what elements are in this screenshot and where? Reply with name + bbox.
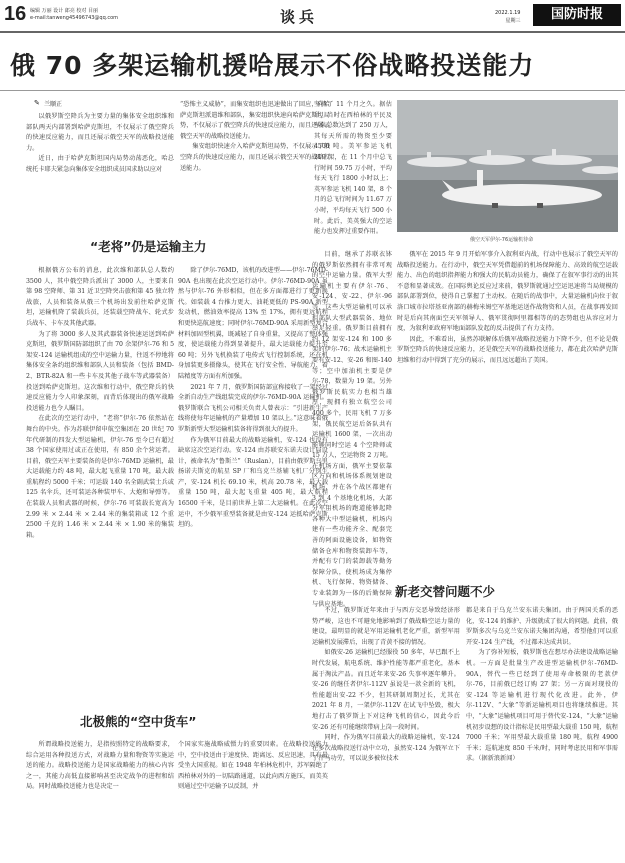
date: 2022.1.19 [495,10,521,16]
author-icon: ✎ [34,99,40,107]
col3-top [314,100,392,238]
col3-bot [312,606,460,765]
paragraph: 俄军在 2015 年 9 月开始军事介入叙利亚内战，行动中也展示了俄空天军的战略投送能力。在行动中，俄空天军凭借超前的机场保障能力、高效的航空运载能力、出色的组织指挥能力和强大的民航动员能力，确保了在叙军事行动的出其不意和显著成效。在国际舆论反应过来前，俄罗斯就通过空运迅速将当局规模的部队部署到位，使得自己掌握了主动权。在随后的战事中，大量运输机向位于叙洛口城市拉塔基亚南部的赫梅米姆空军基地运送作战物资和人员，在战事再发回时是后向其南面空天军领导人、俄军贯彻阿里都相等的的态势组也从容应对力度，为叙利亚政府军地面部队发起的反击提供了有力支持。 [397,251,618,333]
paragraph: “恐怖主义威胁”，而集安组织也迅速做出了回应，向哈萨克斯坦派遣维和部队，集安组织快速向哈萨克斯坦局势，不仅展示了俄空降兵的快速反应能力，而且还展示俄空天军的战略投送能力。 [180,101,330,140]
col2-top [180,100,330,174]
col3-mid [312,250,392,610]
editor-email: e-mail:tanweng45496743@qq.com [30,15,119,21]
col4-mid [397,250,618,367]
paragraph: 在此次的空运行动中，“老将”伊尔-76 依然站在舞台的中央。作为苏联伊留申航空集团在 20 世纪 70 年代研制的四发大型运输机，伊尔-76 至今已有超过 38 个国家使用过或正在使用，有 850 余个营运者。目前，俄空天军主要装备的是伊尔-76MD 运输机，最大运载能力约 48 吨，最大起飞重量 170 吨，最大载重航程约 5000 千米；可运载 140 名全副武装士兵或 125 名伞兵，还可装运各种装甲车、大炮和导弹等。在装载人员和武器的时候，伊尔-76 可装载长宽高为 2.99 米 × 2.44 米 × 2.44 米的集装箱或 12 个重 2500 千克的 1.46 米 × 2.44 米 × 1.90 米的集装箱。 [26,415,174,539]
paragraph: 所谓战略投送能力，是指按照特定的战略要求，综合运用各种投送方式，对战略力量和物资等实施运送的能力。战略投送能力是国家战略能力的核心内容之一，其能力高低直接影响甚至决定战争的进程和结局。同时战略投送能力也是决定一 [26,741,174,791]
col2-mid [178,266,328,531]
header-rule [0,31,625,33]
paragraph: 根据俄方公布的消息，此次维和部队总人数约 3500 人，其中俄空降兵派出了 3000 人，主要来自第 98 空降师、第 31 近卫空降突击旅和第 45 独立特战旅，人员和装备从俄三个机场出发前往哈萨克斯坦，运输机降了装载兵员，还装载空降战车、轮式步兵战车、卡车及其他武器。 [26,267,174,327]
editors-line: 编辑 万丽 设计 郎亮 校对 目丽 [30,8,98,14]
col2-bot [178,740,328,793]
headline-rule [0,90,625,91]
col1-mid [26,266,174,541]
subhead-generational: 新老交替问题不少 [395,584,496,599]
paragraph: 近日，由于哈萨克斯坦国内局势动荡恶化，哈总统托卡耶夫紧急向集体安全组织成员国求助以应对 [26,155,174,173]
paragraph: 不过，俄罗斯近年来由于与西方交恶导致经济形势严峻，这也不可避免地影响到了俄战略空运力量的建设，最明显的就是军用运输机老化严重，新型军用运输机发展滞后，出现了青黄不接的情况。 [312,607,460,646]
paragraph: 个国家实施战略威慑力的重要因素。在战略投送能力中，空中投送由于速度快、距离远、反应迅速，具有最受坐大国重视。如在 1948 年柏林危机中，苏军隔绝了西柏林对外的一切陆路通道，以此向西方施压，而美英则通过空中运输予以反制，并 [178,741,328,791]
paragraph: 目前，继承了苏联衣钵的俄罗斯依然拥有非常可观的空中运输力量。俄军大型运输机主要有伊尔-76、安-124、安-22、伊尔-96 等，这些大型运输机可以承担部队大型武器装备、地位举足轻重。俄罗斯目前拥有约 12 架安-124 和 100 多架的伊尔-76；战术运输机主要有安-12、安-26 和图-140 等；空中加油机主要是伊尔-78，数量为 19 架。另外俄罗斯民航实力也相当雄厚，现拥有独立航空公司 400 多个，民用飞机 7 万多架，俄民航空运后备队共有运输机 1600 架，一次出动能够同时空运 4 个空降师或 15 万人，空运物资 2 万吨。在机场方面，俄军主要依靠区方向和机场体系规划建设机场，并在各个战区都建有 3 到 4 个基地化机场，大部分军用机场的跑道能够起降各种大中型运输机，机场内建有一些功能齐全、配套完善的阿面设施设备，如物资储备仓库和物资装卸车等，并配有专门的装卸载等勤务保障分队，使机场成为集停机、飞行保障、物资储备、专业装卸为一体的后勤保障与供应基地。 [312,251,392,608]
paragraph: 以俄罗斯空降兵为主要力量的集体安全组织维和部队两天内部署到哈萨克斯坦，不仅展示了俄空降兵的快速反应能力，而且还展示俄空天军的战略投送能力。 [26,113,174,152]
section-title: 谈兵 [280,8,319,26]
article-headline: 俄 70 多架运输机援哈展示不俗战略投送能力 [10,51,535,80]
photo-caption: 俄空天军伊尔-76运输机待命 [470,237,534,243]
page-number: 16 [4,3,27,25]
col1-top [26,112,174,176]
author-name: 兰顺正 [44,101,63,108]
paragraph: 如俄安-26 运输机已经服役 50 多年，早已跟不上时代发展，航电系统、维护性能等都严重老化，基本属于淘汰产品。而且近年来安-26 失事率逐年攀升。安-26 的继任者伊尔-112V 虽说是一款全新的飞机，性能超出安-22 不少，但其研制周期过长，尤其在 2021 年 8 月，一架伊尔-112V 在试飞中坠毁，极大地打击了俄罗斯上下对这种飞机的信心，因此今后安-26 还有可能继续带病上岗一段时间。 [312,649,460,731]
newspaper-masthead: 国防时报 [533,4,621,26]
paragraph: 为了弥补短板，俄罗斯也在想尽办法建设战略运输机。一方面是批量生产改进型运输机伊尔-76MD-90A，替代一些已经到了使用寿命极限的老款伊尔-76，目前俄已经订购 27 架；另一方面对现役的安-124 等运输机进行现代化改进。此外，伊尔-112V、“大象”等新运输机项目也将继续推进。其中，“大象”运输机项目可用于替代安-124，“大象”运输机初步设想的设计指标是民用型最大载重 150 吨，航程 7000 千米；军用型最大载重量 180 吨，航程 4900 千米；巡航速度 850 千米/时，同时考虑民用和军事需求。（据新浪新闻） [466,649,618,763]
subhead-old-general: “老将”仍是运输主力 [90,239,207,254]
paragraph: 集安组织快速介入哈萨克斯坦局势，不仅展示了俄空降兵的快速反应能力，而且还展示俄空天军的战略投送能力。 [180,143,330,172]
paragraph: 作为俄军目前最大的战略运输机，安-124 也没有缺席这次空运行动。安-124 由苏联安东诺夫设计局设计，被命名为“鲁斯兰”（Ruslan），目前由俄罗斯乌里扬诺夫斯克的航星 SP 厂和乌克兰基辅飞机厂分别生产，安-124 机长 69.10 米，机高 20.78 米，最大载重量 150 吨，最大起飞重量 405 吨，最大航程 16500 千米，是目前世界上第二大运输机。在此次空运中，不少俄军重型装备就是由安-124 运抵哈萨克斯坦的。 [178,436,328,529]
aircraft-photo [397,100,618,232]
subhead-polar-bear: 北极熊的“空中货车” [80,714,197,729]
paragraph: 同时，作为俄军目前最大的战略运输机，安-124 在多次战略投送行动中立功，虽然安-124 为俄军立下了汗马功劳，可以说多被位技术 [312,734,460,763]
editors-credit [30,8,118,22]
col4-bot [466,606,618,765]
paragraph: 为了将 3000 多人及其武器装备快速运送到哈萨克斯坦，俄罗斯国防部组织了由 70 余架伊尔-76 和 5 架安-124 运输机组成的空中运输力量，往返不停地将集体安全条约组织维和部队人员和装备（包括 BMD-2、BTR-82A 和一些卡车及其他子战车等武器装备）投送到哈萨克斯坦。这次维和行动中，俄空降兵的快速反应能力令人印象深刻，而背后体现出的俄军战略投送能力也令人瞩目。 [26,330,174,412]
paragraph: 都是来自于乌克兰安东诺夫集团。由于两国关系的恶化，安-124 的维护、升级就成了很大的问题。此前，俄罗斯多次与乌克兰安东诺夫集团沟通，希望他们可以重开安-124 生产线，不过都未达成共识。 [466,607,618,646]
publication-date [495,9,520,25]
paragraph: 坚持了 11 个月之久。据估计，当时在西柏林的平民及军队总数达到了 250 万人，其每天所需的物资至少要 4500 吨。美军参运飞机 319 架，在 11 个月中总飞行时间 59.75 万小时，平均每天飞行 1800 小时以上；英军参运飞机 140 架，8 个月的总飞行时间为 11.67 万小时，平均每天飞行 500 小时。此后，美英强大的空运能力也发挥过重要作用。 [314,101,392,236]
paragraph: 因此，不难看出，虽然苏联解体后俄军战略投送能力下降不少，但不论是俄罗斯空降兵的快速反应能力，还是俄空天军的战略投送能力，都在此次哈萨克斯坦维和行动中得到了充分的展示，而且远远超出了美国。 [397,335,618,364]
weekday: 星期三 [505,18,521,24]
paragraph: 除了伊尔-76MD，该机的改进型——伊尔-76MD-90A 也出现在此次空运行动中。伊尔-76MD-90A 虽然与伊尔-76 外形相似，但在多方面都进行了更新换代。如装载 4 台推力更大、油耗更低的 PS-90A 新型发动机，燃油效率提高 13% 至 17%，拥有更远航程和更快巡航速度；同时伊尔-76MD-90A 采用新型复合材料加固型机翼，既减轻了自身重量，又提高了整体强度，使运载能力得到显著提升，最大运载能力提升至 60 吨；另外飞机换装了电传式飞行控制系统，还在机身加装更多摄像头，使其在飞行安全性、导航能力、着陆精度等方面有所加强。 [178,267,328,380]
col1-bot [26,740,174,793]
paragraph: 2021 年 7 月，俄罗斯国防部宣称接收了一架经过全新自动生产线组装完成的伊尔-76MD-90A 运输机。俄罗斯联合飞机公司相关负责人曾表示：“引进新生产线将使每年运输机的产量增加 10 架以上。”这意味着俄罗斯新型大型运输机装备将得到很大的提升。 [178,383,328,433]
